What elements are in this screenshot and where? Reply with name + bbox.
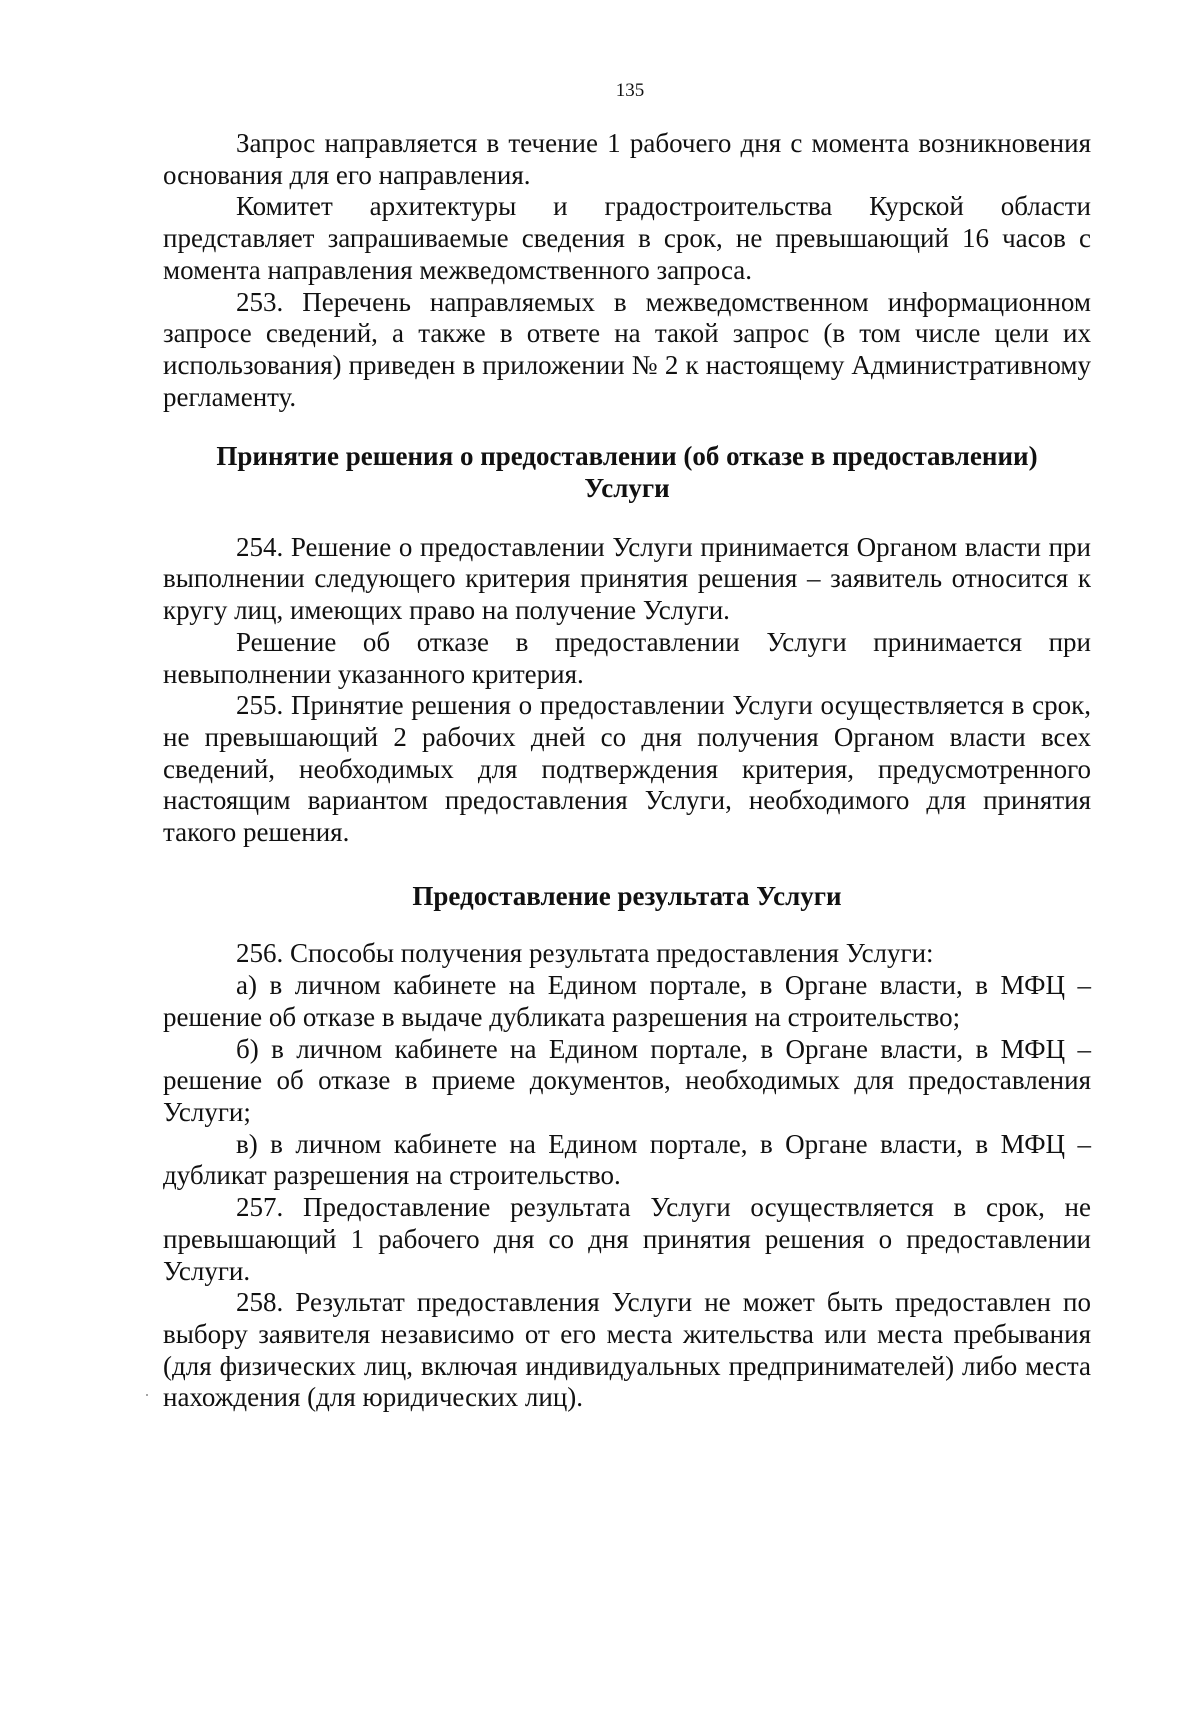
section-heading-result: Предоставление результата Услуги	[412, 880, 842, 911]
paragraph-257: 257. Предоставление результата Услуги осуществляется в срок, не превышающий 1 рабочего дня со дня принятия решения о предоставлении Услуги.	[163, 1192, 1091, 1286]
scan-artifact-dot	[146, 1394, 148, 1396]
document-body	[163, 128, 1091, 1414]
paragraph-request-timing: Запрос направляется в течение 1 рабочего дня с момента возникновения основания для его направления.	[163, 128, 1091, 190]
list-item-b: б) в личном кабинете на Едином портале, в Органе власти, в МФЦ – решение об отказе в приеме документов, необходимых для предоставления Услуги;	[163, 1033, 1091, 1127]
paragraph-refusal-decision: Решение об отказе в предоставлении Услуги принимается при невыполнении указанного критерия.	[163, 626, 1091, 689]
paragraph-258: 258. Результат предоставления Услуги не может быть предоставлен по выбору заявителя независимо от его места жительства или места пребывания (для физических лиц, включая индивидуальных предпринимателей) либо места нахождения (для юридических лиц).	[163, 1287, 1091, 1413]
paragraph-256: 256. Способы получения результата предоставления Услуги:	[236, 938, 934, 969]
paragraph-255: 255. Принятие решения о предоставлении Услуги осуществляется в срок, не превышающий 2 рабочих дней со дня получения Органом власти всех сведений, необходимых для подтверждения критерия, предусмотренного настоящим вариантом предоставления Услуги, необходимого для принятия такого решения.	[163, 690, 1091, 848]
list-item-c: в) в личном кабинете на Едином портале, в Органе власти, в МФЦ – дубликат разрешения на строительство.	[163, 1128, 1091, 1191]
page-number: 135	[615, 80, 645, 101]
paragraph-254: 254. Решение о предоставлении Услуги принимается Органом власти при выполнении следующего критерия принятия решения – заявитель относится к кругу лиц, имеющих право на получение Услуги.	[163, 531, 1091, 626]
section-heading-decision	[163, 441, 1091, 504]
paragraph-committee-response: Комитет архитектуры и градостроительства Курской области представляет запрашиваемые сведения в срок, не превышающий 16 часов с момента направления межведомственного запроса.	[163, 191, 1091, 285]
paragraph-253: 253. Перечень направляемых в межведомственном информационном запросе сведений, а также в ответе на такой запрос (в том числе цели их использования) приведен в приложении № 2 к настоящему Административному регламенту.	[163, 286, 1091, 412]
section-heading-decision-line1: Принятие решения о предоставлении (об отказе в предоставлении)	[216, 441, 1038, 472]
list-item-a: а) в личном кабинете на Едином портале, в Органе власти, в МФЦ – решение об отказе в выдаче дубликата разрешения на строительство;	[163, 970, 1091, 1032]
section-heading-decision-line2: Услуги	[584, 473, 670, 504]
